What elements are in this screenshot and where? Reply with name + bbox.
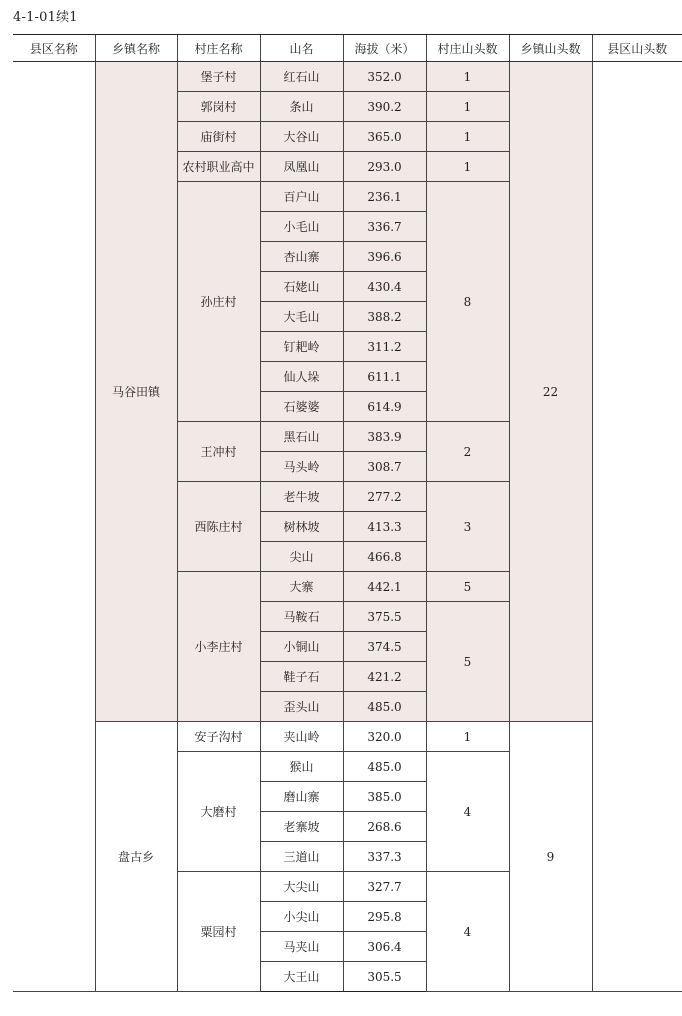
altitude-cell: 311.2 xyxy=(343,332,426,362)
county-name-cell xyxy=(13,62,95,992)
table-row xyxy=(13,62,682,92)
altitude-cell: 327.7 xyxy=(343,872,426,902)
mountain-name-cell: 大王山 xyxy=(260,962,343,992)
mountain-name-cell: 大谷山 xyxy=(260,122,343,152)
mountain-name-cell: 马鞍石 xyxy=(260,602,343,632)
altitude-cell: 385.0 xyxy=(343,782,426,812)
mountain-name-cell: 条山 xyxy=(260,92,343,122)
village-name-cell: 庙街村 xyxy=(177,122,260,152)
village-name-cell: 粟园村 xyxy=(177,872,260,992)
township-name-cell: 盘古乡 xyxy=(95,722,177,992)
village-mountain-count-cell: 8 xyxy=(426,182,509,422)
altitude-cell: 485.0 xyxy=(343,692,426,722)
altitude-cell: 466.8 xyxy=(343,542,426,572)
mountain-name-cell: 石姥山 xyxy=(260,272,343,302)
county-mountain-count-cell xyxy=(592,62,682,992)
altitude-cell: 611.1 xyxy=(343,362,426,392)
mountain-name-cell: 石婆婆 xyxy=(260,392,343,422)
table-body xyxy=(13,62,682,992)
altitude-cell: 421.2 xyxy=(343,662,426,692)
mountain-name-cell: 夹山岭 xyxy=(260,722,343,752)
altitude-cell: 336.7 xyxy=(343,212,426,242)
altitude-cell: 430.4 xyxy=(343,272,426,302)
altitude-cell: 337.3 xyxy=(343,842,426,872)
header-township-count: 乡镇山头数 xyxy=(509,35,592,62)
altitude-cell: 308.7 xyxy=(343,452,426,482)
mountain-name-cell: 马夹山 xyxy=(260,932,343,962)
header-village-count: 村庄山头数 xyxy=(426,35,509,62)
township-mountain-count-cell: 22 xyxy=(509,62,592,722)
altitude-cell: 305.5 xyxy=(343,962,426,992)
mountain-name-cell: 歪头山 xyxy=(260,692,343,722)
altitude-cell: 293.0 xyxy=(343,152,426,182)
village-mountain-count-cell: 4 xyxy=(426,872,509,992)
village-mountain-count-cell: 3 xyxy=(426,482,509,572)
village-mountain-count-cell: 1 xyxy=(426,722,509,752)
mountain-name-cell: 钉耙岭 xyxy=(260,332,343,362)
mountain-name-cell: 猴山 xyxy=(260,752,343,782)
header-county: 县区名称 xyxy=(13,35,95,62)
village-name-cell: 王冲村 xyxy=(177,422,260,482)
village-mountain-count-cell: 1 xyxy=(426,122,509,152)
mountain-name-cell: 鞋子石 xyxy=(260,662,343,692)
mountain-altitude-table xyxy=(13,34,682,992)
village-name-cell: 郭岗村 xyxy=(177,92,260,122)
mountain-name-cell: 老牛坡 xyxy=(260,482,343,512)
mountain-name-cell: 小尖山 xyxy=(260,902,343,932)
village-mountain-count-cell: 1 xyxy=(426,62,509,92)
altitude-cell: 388.2 xyxy=(343,302,426,332)
altitude-cell: 375.5 xyxy=(343,602,426,632)
altitude-cell: 485.0 xyxy=(343,752,426,782)
village-mountain-count-cell: 4 xyxy=(426,752,509,872)
altitude-cell: 374.5 xyxy=(343,632,426,662)
header-altitude: 海拔（米） xyxy=(343,35,426,62)
altitude-cell: 396.6 xyxy=(343,242,426,272)
township-name-cell: 马谷田镇 xyxy=(95,62,177,722)
village-mountain-count-cell: 5 xyxy=(426,572,509,602)
mountain-name-cell: 凤凰山 xyxy=(260,152,343,182)
mountain-name-cell: 百户山 xyxy=(260,182,343,212)
mountain-name-cell: 大尖山 xyxy=(260,872,343,902)
village-name-cell: 安子沟村 xyxy=(177,722,260,752)
village-name-cell: 西陈庄村 xyxy=(177,482,260,572)
village-mountain-count-cell: 1 xyxy=(426,92,509,122)
altitude-cell: 268.6 xyxy=(343,812,426,842)
altitude-cell: 413.3 xyxy=(343,512,426,542)
altitude-cell: 365.0 xyxy=(343,122,426,152)
mountain-name-cell: 红石山 xyxy=(260,62,343,92)
altitude-cell: 320.0 xyxy=(343,722,426,752)
altitude-cell: 295.8 xyxy=(343,902,426,932)
header-county-count: 县区山头数 xyxy=(592,35,682,62)
village-mountain-count-cell: 5 xyxy=(426,602,509,722)
mountain-name-cell: 马头岭 xyxy=(260,452,343,482)
mountain-name-cell: 黑石山 xyxy=(260,422,343,452)
header-mountain: 山名 xyxy=(260,35,343,62)
altitude-cell: 614.9 xyxy=(343,392,426,422)
altitude-cell: 277.2 xyxy=(343,482,426,512)
mountain-name-cell: 老寨坡 xyxy=(260,812,343,842)
table-header-row xyxy=(13,35,682,62)
altitude-cell: 390.2 xyxy=(343,92,426,122)
altitude-cell: 442.1 xyxy=(343,572,426,602)
mountain-name-cell: 小毛山 xyxy=(260,212,343,242)
village-mountain-count-cell: 1 xyxy=(426,152,509,182)
mountain-name-cell: 尖山 xyxy=(260,542,343,572)
village-name-cell: 农村职业高中 xyxy=(177,152,260,182)
village-name-cell: 小李庄村 xyxy=(177,572,260,722)
table-number-label: 4-1-01续1 xyxy=(13,10,78,25)
mountain-name-cell: 大毛山 xyxy=(260,302,343,332)
altitude-cell: 352.0 xyxy=(343,62,426,92)
mountain-name-cell: 大寨 xyxy=(260,572,343,602)
mountain-name-cell: 磨山寨 xyxy=(260,782,343,812)
village-name-cell: 孙庄村 xyxy=(177,182,260,422)
altitude-cell: 236.1 xyxy=(343,182,426,212)
village-name-cell: 大磨村 xyxy=(177,752,260,872)
altitude-cell: 306.4 xyxy=(343,932,426,962)
header-township: 乡镇名称 xyxy=(95,35,177,62)
altitude-cell: 383.9 xyxy=(343,422,426,452)
mountain-name-cell: 三道山 xyxy=(260,842,343,872)
mountain-name-cell: 小铜山 xyxy=(260,632,343,662)
table-row xyxy=(13,722,682,752)
header-village: 村庄名称 xyxy=(177,35,260,62)
township-mountain-count-cell: 9 xyxy=(509,722,592,992)
mountain-name-cell: 树林坡 xyxy=(260,512,343,542)
mountain-name-cell: 仙人垛 xyxy=(260,362,343,392)
mountain-name-cell: 杏山寨 xyxy=(260,242,343,272)
village-name-cell: 堡子村 xyxy=(177,62,260,92)
village-mountain-count-cell: 2 xyxy=(426,422,509,482)
